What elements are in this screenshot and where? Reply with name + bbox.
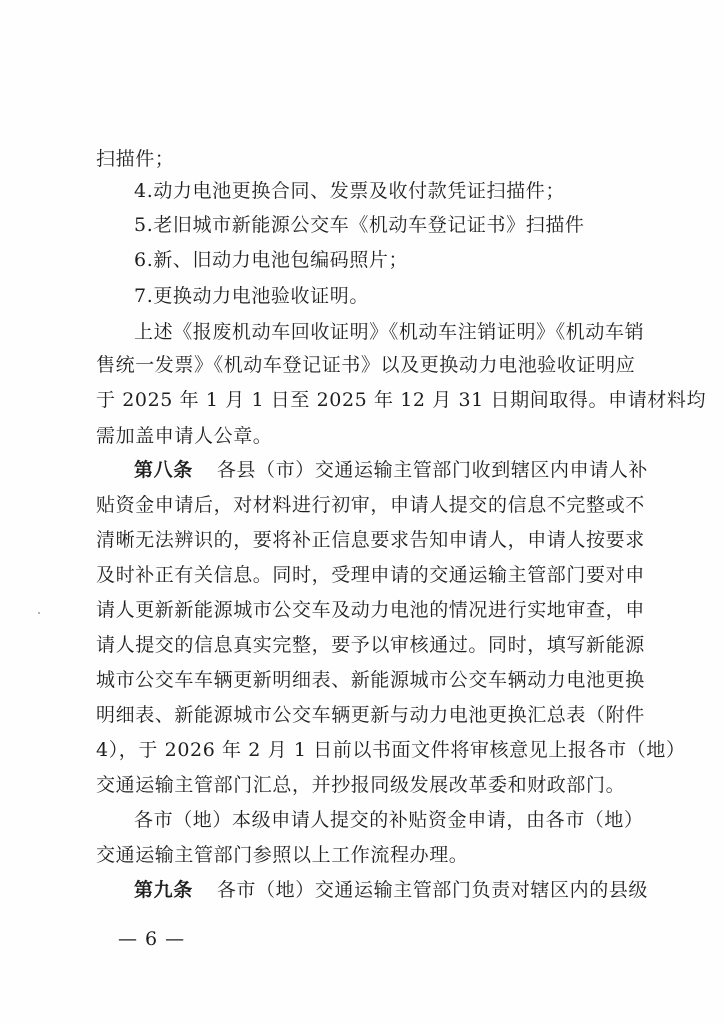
text-line: 明细表、新能源城市公交车辆更新与动力电池更换汇总表（附件 [96,704,645,726]
text-line: 及时补正有关信息。同时，受理申请的交通运输主管部门要对申 [96,564,645,586]
article-8-head: 第八条 [134,459,193,481]
text-line: 贴资金申请后，对材料进行初审，申请人提交的信息不完整或不 [96,494,645,516]
text-line: 交通运输主管部门汇总，并抄报同级发展改革委和财政部门。 [96,774,626,796]
article-9-first-line [134,878,648,902]
article-9-text: 各市（地）交通运输主管部门负责对辖区内的县级 [216,879,649,901]
list-item: 6.新、旧动力电池包编码照片； [134,249,409,271]
text-line: 上述《报废机动车回收证明》《机动车注销证明》《机动车销 [134,321,645,343]
article-8-first-line [134,458,648,482]
text-line: 城市公交车车辆更新明细表、新能源城市公交车辆动力电池更换 [96,669,645,691]
text-line: 4），于 2026 年 2 月 1 日前以书面文件将审核意见上报各市（地） [96,739,686,761]
text-line: 售统一发票》《机动车登记证书》以及更换动力电池验收证明应 [96,354,636,376]
text-line: 于 2025 年 1 月 1 日至 2025 年 12 月 31 日期间取得。申请材料均 [96,389,707,411]
article-9-head: 第九条 [134,879,193,901]
list-item: 7.更换动力电池验收证明。 [134,285,369,307]
text-line: 请人更新新能源城市公交车及动力电池的情况进行实地审查，申 [96,599,645,621]
text-line: 请人提交的信息真实完整，要予以审核通过。同时，填写新能源 [96,634,645,656]
text-line: 扫描件； [96,148,175,170]
text-line: 交通运输主管部门参照以上工作流程办理。 [96,844,469,866]
list-item: 5.老旧城市新能源公交车《机动车登记证书》扫描件 [134,214,585,236]
text-line: 需加盖申请人公章。 [96,425,273,447]
text-line: 清晰无法辨识的，要将补正信息要求告知申请人，申请人按要求 [96,529,645,551]
text-line: 各市（地）本级申请人提交的补贴资金申请，由各市（地） [134,809,644,831]
page-number: — 6 — [118,928,186,950]
scan-speck [38,612,40,614]
article-8-text: 各县（市）交通运输主管部门收到辖区内申请人补 [216,459,649,481]
list-item: 4.动力电池更换合同、发票及收付款凭证扫描件； [134,180,565,202]
